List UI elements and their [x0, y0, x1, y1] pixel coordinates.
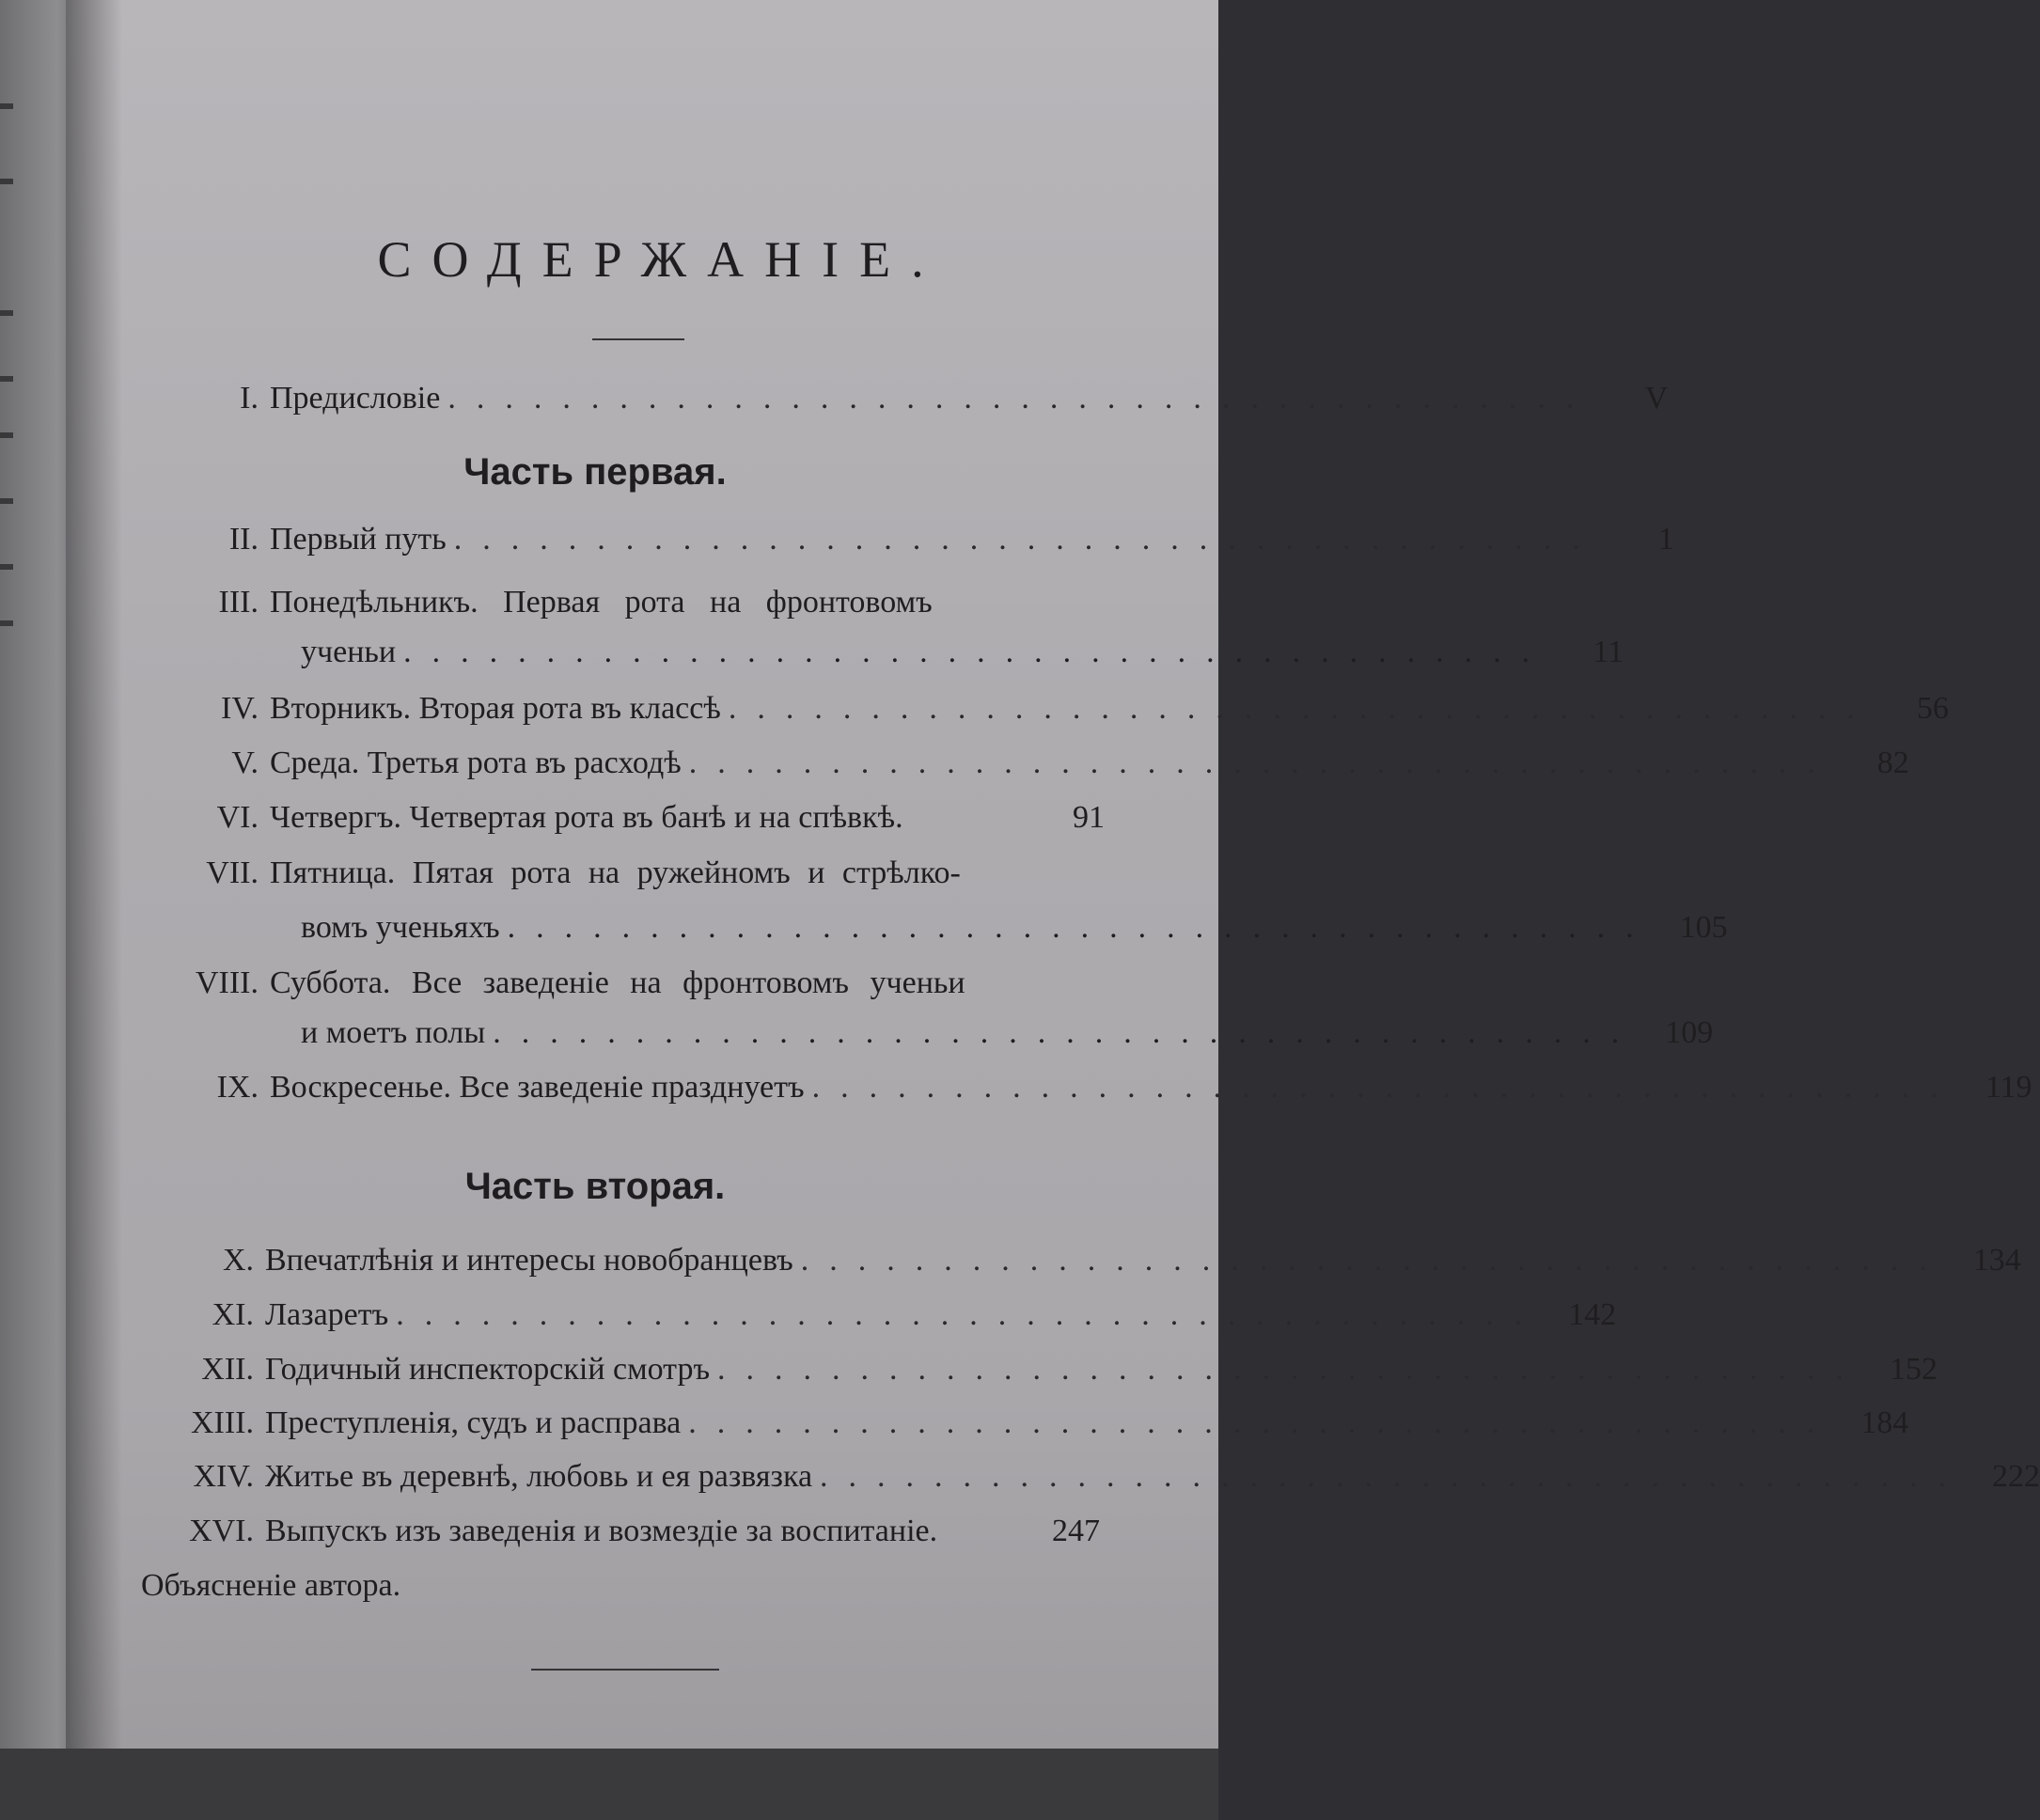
chapter-title: Первый путь [270, 522, 447, 557]
edge-mark [0, 179, 13, 184]
chapter-number: VIII. [195, 965, 259, 1000]
chapter-title: Четвергъ. Четвертая рота въ банѣ и на спѣвкѣ. [270, 800, 903, 835]
book-page [66, 0, 2040, 1749]
page-number: 247 [1052, 1514, 1100, 1548]
chapter-number: IX. [216, 1070, 259, 1105]
title-divider [592, 338, 684, 340]
page-number: 134 [1972, 1243, 2021, 1278]
toc-entry-4 [165, 691, 1949, 727]
leader-dots: ........................................ [728, 691, 1875, 726]
chapter-title: Среда. Третья рота въ расходѣ [270, 745, 682, 780]
page-number: 152 [1890, 1352, 1938, 1387]
chapter-number: XVI. [189, 1514, 254, 1548]
toc-entry-11 [160, 1297, 1617, 1333]
leader-dots: ........................................ [493, 1015, 1640, 1050]
leader-dots: ........................................ [447, 381, 1595, 416]
toc-entry-6 [165, 800, 1105, 836]
leader-dots: ........................................ [717, 1352, 1865, 1387]
page-number: 91 [1073, 800, 1105, 835]
chapter-title: Преступленія, судъ и расправа [265, 1405, 682, 1440]
toc-entry-8 [165, 965, 1105, 1001]
chapter-number: VI. [216, 800, 259, 835]
page-number: 82 [1876, 745, 1909, 780]
toc-entry-3-continuation [301, 635, 1624, 670]
leader-dots: ........................................ [403, 635, 1551, 669]
toc-entry-12 [160, 1352, 1938, 1388]
chapter-title-continuation: Объясненіе автора. [141, 1568, 401, 1603]
edge-mark [0, 620, 13, 626]
page-number: 222 [1992, 1459, 2040, 1494]
edge-mark [0, 432, 13, 438]
chapter-number: XI. [212, 1297, 254, 1332]
section-heading-part-one: Часть первая. [463, 451, 727, 493]
toc-entry-13 [160, 1405, 1909, 1441]
chapter-number: XIII. [190, 1405, 254, 1440]
bottom-divider [531, 1669, 719, 1671]
page-bottom-shadow [0, 1749, 1218, 1820]
page-number: 184 [1860, 1405, 1909, 1440]
toc-entry-3 [165, 585, 1105, 620]
toc-entry-7 [165, 855, 1105, 891]
toc-entry-15-continuation [141, 1568, 893, 1604]
edge-mark [0, 103, 13, 109]
chapter-number: III. [218, 585, 259, 620]
leader-dots: ........................................ [688, 1405, 1836, 1440]
page-number: 105 [1679, 910, 1728, 945]
section-heading-part-two: Часть вторая. [464, 1166, 726, 1207]
chapter-title: Впечатлѣнія и интересы новобранцевъ [265, 1243, 793, 1278]
chapter-title: Выпускъ изъ заведенія и возмездіе за воспитаніе. [265, 1514, 938, 1548]
chapter-title: Пятница. Пятая рота на ружейномъ и стрѣлко- [270, 855, 961, 890]
chapter-title-continuation: ученьи [301, 635, 397, 669]
chapter-title-continuation: вомъ ученьяхъ [301, 910, 500, 945]
page-title: СОДЕРЖАНІЕ. [377, 231, 945, 288]
page-number: 11 [1593, 635, 1624, 669]
chapter-number: XIV. [193, 1459, 254, 1494]
chapter-title: Житье въ деревнѣ, любовь и ея развязка [265, 1459, 813, 1494]
chapter-title-continuation: и моетъ полы [301, 1015, 486, 1050]
toc-entry-5 [165, 745, 1909, 781]
toc-entry-14 [160, 1459, 2040, 1495]
page-number: 56 [1916, 691, 1949, 726]
chapter-title: Предисловіе [270, 381, 441, 416]
chapter-title: Вторникъ. Вторая рота въ классѣ [270, 691, 721, 726]
page-number: 109 [1665, 1015, 1714, 1050]
edge-mark [0, 376, 13, 382]
edge-mark [0, 310, 13, 316]
page-number: V [1644, 381, 1669, 416]
toc-entry-8-continuation [301, 1015, 1714, 1051]
toc-entry-7-continuation [301, 910, 1728, 946]
page-number: 142 [1568, 1297, 1617, 1332]
toc-entry-10 [160, 1243, 2021, 1279]
chapter-title: Годичный инспекторскій смотръ [265, 1352, 711, 1387]
edge-mark [0, 564, 13, 570]
toc-entry-1 [165, 381, 1669, 416]
chapter-number: X. [222, 1243, 254, 1278]
chapter-title: Суббота. Все заведеніе на фронтовомъ ученьи [270, 965, 965, 1000]
leader-dots: ........................................ [688, 745, 1836, 780]
page-number: 1 [1657, 522, 1674, 557]
toc-entry-15 [160, 1514, 1100, 1549]
edge-mark [0, 498, 13, 504]
leader-dots: ........................................ [811, 1070, 1959, 1105]
leader-dots: ........................................ [396, 1297, 1544, 1332]
chapter-number: V. [231, 745, 259, 780]
chapter-number: VII. [206, 855, 259, 890]
page-number: 119 [1985, 1070, 2032, 1105]
toc-entry-2 [165, 522, 1674, 557]
chapter-number: II. [228, 522, 259, 557]
chapter-title: Понедѣльникъ. Первая рота на фронтовомъ [270, 585, 933, 620]
chapter-title: Лазаретъ [265, 1297, 389, 1332]
chapter-title: Воскресенье. Все заведеніе празднуетъ [270, 1070, 805, 1105]
leader-dots: ........................................ [507, 910, 1655, 945]
chapter-number: I. [240, 381, 259, 416]
chapter-number: XII. [201, 1352, 254, 1387]
chapter-number: IV. [221, 691, 259, 726]
leader-dots: ........................................ [800, 1243, 1948, 1278]
toc-entry-9 [165, 1070, 2032, 1106]
leader-dots: ........................................ [453, 522, 1601, 557]
leader-dots: ........................................ [820, 1459, 1968, 1494]
